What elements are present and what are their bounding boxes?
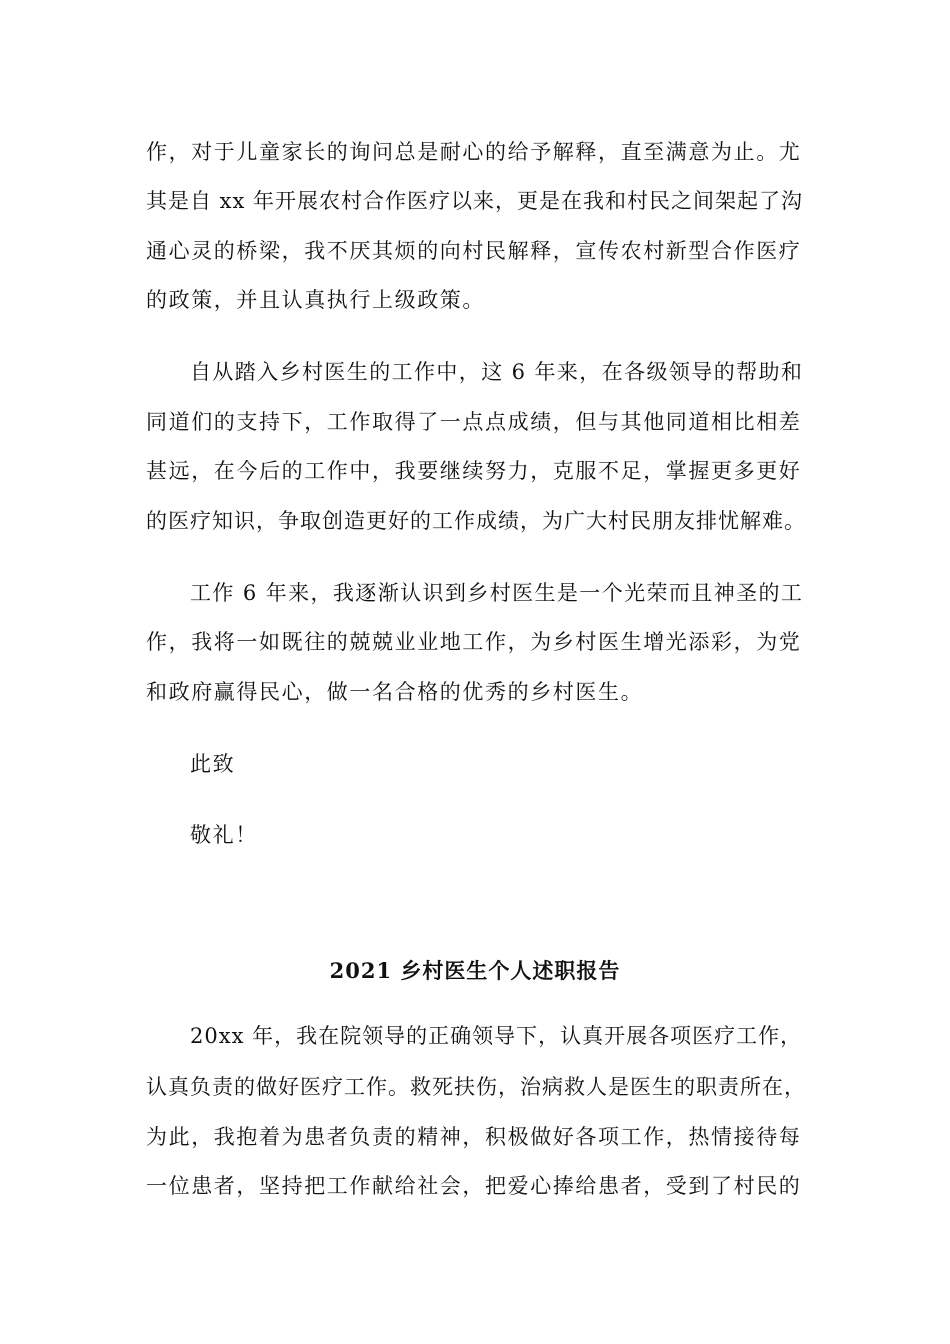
closing-regards: 敬礼！ [190, 823, 258, 847]
report-line-2: 认真负责的做好医疗工作。救死扶伤，治病救人是医生的职责所在， [146, 1075, 806, 1099]
paragraph-2-line-4: 的医疗知识，争取创造更好的工作成绩，为广大村民朋友排忧解难。 [146, 509, 806, 533]
paragraph-1-line-3: 通心灵的桥梁，我不厌其烦的向村民解释，宣传农村新型合作医疗 [146, 239, 802, 263]
report-line-3: 为此，我抱着为患者负责的精神，积极做好各项工作，热情接待每 [146, 1125, 802, 1149]
paragraph-1-line-1: 作，对于儿童家长的询问总是耐心的给予解释，直至满意为止。尤 [146, 140, 802, 164]
report-line-1: 20xx 年，我在院领导的正确领导下，认真开展各项医疗工作， [190, 1024, 803, 1048]
paragraph-2-line-2: 同道们的支持下，工作取得了一点点成绩，但与其他同道相比相差 [146, 410, 802, 434]
paragraph-3-line-2: 作，我将一如既往的兢兢业业地工作，为乡村医生增光添彩，为党 [146, 630, 802, 654]
paragraph-1-line-4: 的政策，并且认真执行上级政策。 [146, 288, 485, 312]
paragraph-3-line-3: 和政府赢得民心，做一名合格的优秀的乡村医生。 [146, 680, 644, 704]
paragraph-2-line-3: 甚远，在今后的工作中，我要继续努力，克服不足，掌握更多更好 [146, 459, 802, 483]
section-title: 2021 乡村医生个人述职报告 [329, 958, 621, 983]
paragraph-3-line-1: 工作 6 年来，我逐渐认识到乡村医生是一个光荣而且神圣的工 [190, 581, 804, 605]
paragraph-1-line-2: 其是自 xx 年开展农村合作医疗以来，更是在我和村民之间架起了沟 [146, 189, 804, 213]
report-line-4: 一位患者，坚持把工作献给社会，把爱心捧给患者，受到了村民的 [146, 1174, 802, 1198]
paragraph-2-line-1: 自从踏入乡村医生的工作中，这 6 年来，在各级领导的帮助和 [190, 360, 804, 384]
closing-salutation: 此致 [190, 752, 236, 776]
